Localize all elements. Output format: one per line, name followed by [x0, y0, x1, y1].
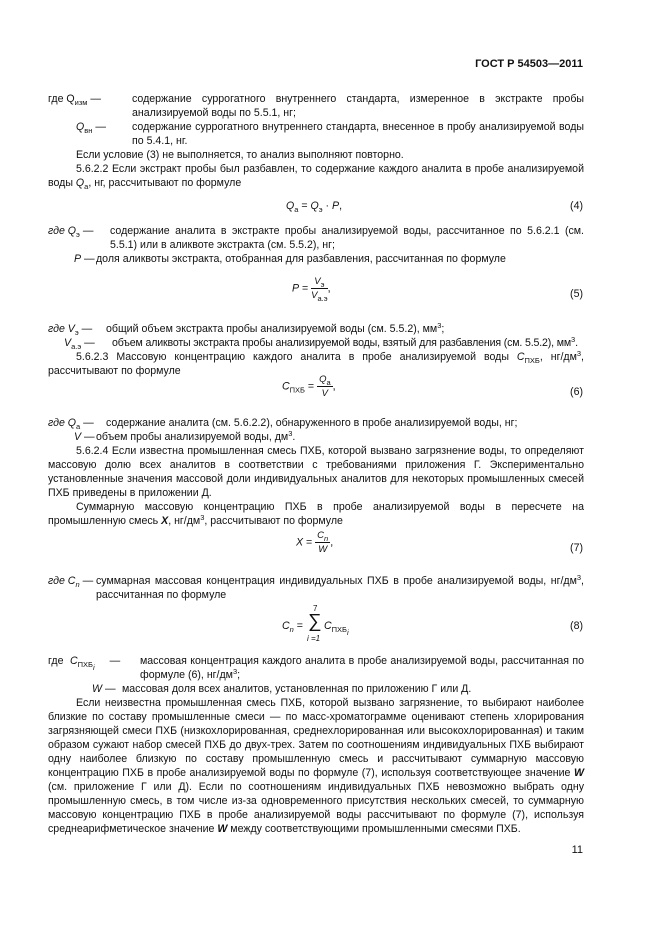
formula-number-6: (6) [570, 386, 583, 398]
definition-v: V — объем пробы анализируемой воды, $дм^3$. [74, 429, 296, 443]
definition-p: P — доля аликвоты экстракта, отобранная для разбавления, рассчитанная по формуле [74, 253, 506, 265]
document-number: ГОСТ Р 54503—2011 [475, 58, 583, 70]
formula-number-4: (4) [570, 200, 583, 212]
definition-v-ae: $V_{а.э}$ — объем аликвоты экстракта пробы анализируемой воды, взятый для разбавления (см. 5.5.2), $мм^3$. [64, 335, 578, 351]
formula-6: $C_{ПХБ}$ = $\frac{Q_а}{V}$ , (6) [282, 374, 583, 399]
definition-cn: где $C_n$ — суммарная массовая концентрация индивидуальных ПХБ в пробе анализируемой воды, $нг/дм^3$, рассчитанная по формуле [48, 573, 584, 601]
definition-c-pcb-i: где $C_{ПХБ_i}$ — массовая концентрация каждого аналита в пробе анализируемой воды, рассчитанная по формуле (6), $нг/дм^3$; [48, 655, 584, 681]
sum-upper-limit: 7 [313, 604, 318, 613]
formula-8: $C_n$ = 7 ∑ i =1 $C_{ПХБ_i}$ (8) [282, 604, 583, 643]
definition-q-izm: где $Q_{изм}$ — содержание суррогатного внутреннего стандарта, измеренное в экстракте пробы анализируемой воды по 5.5.1, нг; [48, 93, 584, 119]
formula-4: $Q_а = Q_э \cdot P$, (4) [286, 200, 583, 214]
formula-number-7: (7) [570, 542, 583, 554]
paragraph-sum: Суммарную массовую концентрацию ПХБ в пробе анализируемой воды в пересчете на промышленную смесь X, $нг/дм^3$, рассчитывают по формуле [48, 501, 584, 527]
sum-lower-limit: i =1 [307, 634, 321, 643]
definition-w: W — массовая доля всех аналитов, установленная по приложению Г или Д. [92, 683, 472, 695]
paragraph-condition: Если условие (3) не выполняется, то анализ выполняют повторно. [76, 149, 404, 161]
paragraph-5-6-2-3: 5.6.2.3 Массовую концентрацию каждого аналита в пробе анализируемой воды $C_{ПХБ}$, $нг/дм^3$, рассчитывают по формуле [48, 349, 584, 377]
definition-v-e: где $V_э$ — общий объем экстракта пробы анализируемой воды (см. 5.5.2), $мм^3$; [48, 321, 445, 337]
formula-7: X = $\frac{C_n}{W}$ , (7) [296, 530, 583, 555]
definition-q-e: где $Q_э$ — содержание аналита в экстракте пробы анализируемой воды, рассчитанное по 5.6.2.1 (см. 5.5.1) или в аликвоте экстракта (см. 5.5.2), нг; [48, 225, 584, 251]
page-number: 11 [571, 844, 583, 856]
paragraph-5-6-2-4: 5.6.2.4 Если известна промышленная смесь ПХБ, которой вызвано загрязнение воды, то определяют массовую долю всех аналитов в соответствии с требованиями приложения Г. Экспериментально установленные значения массовой доли индивидуальных аналитов для некоторых промышленных смесей ПХБ приведены в приложении Д. [48, 445, 584, 499]
definition-q-a: где $Q_а$ — содержание аналита (см. 5.6.2.2), обнаруженного в пробе анализируемой воды, нг; [48, 417, 518, 431]
formula-number-5: (5) [570, 288, 583, 300]
fraction-qa-over-v: $\frac{Q_а}{V}$ [319, 374, 331, 399]
formula-5: P = $\frac{V_э}{V_{а.э}}$ , (5) [292, 276, 583, 303]
sigma-symbol: ∑ [308, 611, 322, 632]
fraction-cn-over-w: $\frac{C_n}{W}$ [317, 530, 329, 555]
formula-number-8: (8) [570, 620, 583, 632]
definition-q-vn: $Q_{вн}$ — содержание суррогатного внутреннего стандарта, внесенное в пробу анализируемой воды по 5.4.1, нг. [76, 121, 584, 147]
paragraph-unknown-mixture: Если неизвестна промышленная смесь ПХБ, которой вызвано загрязнение, то выбирают наиболее близкие по составу промышленные смеси — по масс-хроматограмме оценивают степень хлорирования загрязняющей смеси ПХБ (низкохлорированная, среднехлорированная или высокохлорированная) и таким образом сужают набор смесей ПХБ до двух-трех. Затем по соотношениям индивидуальных ПХБ выбирают одну наиболее близкую по составу промышленную смесь и рассчитывают суммарную массовую концентрацию ПХБ в пробе анализируемой воды по формуле (7), используя соответствующее значение W (см. приложение Г или Д). Если по соотношениям индивидуальных ПХБ невозможно выбрать одну промышленную смесь, в том числе из-за одновременного присутствия нескольких смесей, то суммарную массовую концентрацию ПХБ в пробе анализируемой воды рассчитывают по формуле (7), используя среднеарифметическое значение W между соответствующими промышленными смесями ПХБ. [48, 697, 584, 835]
paragraph-5-6-2-2: 5.6.2.2 Если экстракт пробы был разбавлен, то содержание каждого аналита в пробе анализируемой воды $Q_а$, нг, рассчитывают по формуле [48, 163, 584, 191]
fraction-v-over-vae: $\frac{V_э}{V_{а.э}}$ [311, 276, 328, 303]
